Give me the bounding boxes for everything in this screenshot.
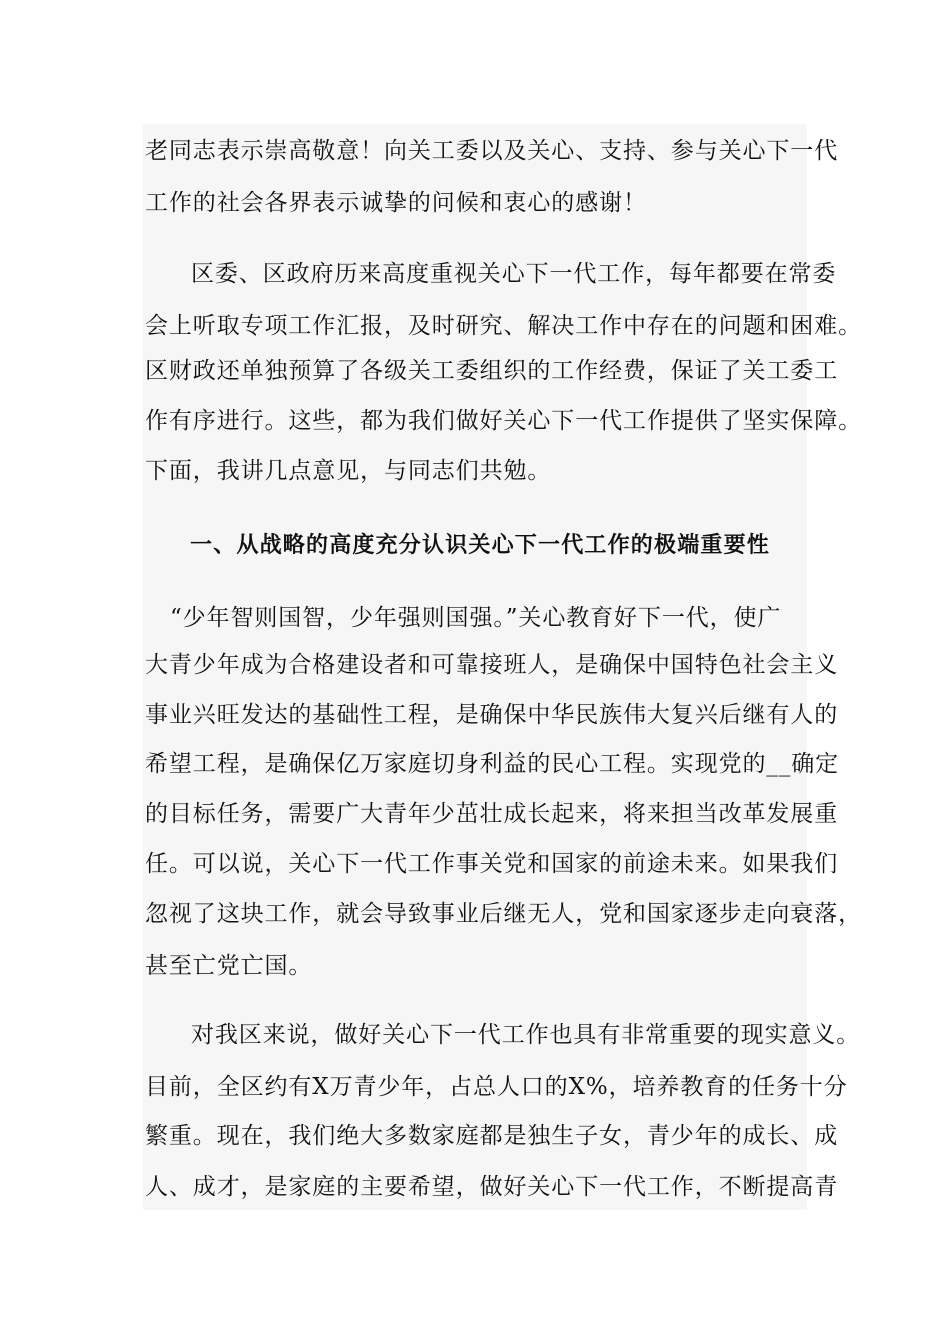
paragraph-4-line-2: 目前，全区约有X万青少年，占总人口的X%，培养教育的任务十分 xyxy=(145,1074,848,1100)
section-heading-1: 一、从战略的高度充分认识关心下一代工作的极端重要性 xyxy=(190,533,771,558)
paragraph-2-line-1: 区委、区政府历来高度重视关心下一代工作，每年都要在常委 xyxy=(191,261,837,287)
paragraph-2-line-3: 区财政还单独预算了各级关工委组织的工作经费，保证了关工委工 xyxy=(145,358,839,384)
paragraph-3-line-2: 大青少年成为合格建设者和可靠接班人，是确保中国特色社会主义 xyxy=(145,652,839,678)
paragraph-3-line-5: 的目标任务，需要广大青年少茁壮成长起来，将来担当改革发展重 xyxy=(145,801,839,827)
paragraph-3-line-1: “少年智则国智，少年强则国强。”关心教育好下一代，使广 xyxy=(170,605,782,631)
paragraph-3-line-3: 事业兴旺发达的基础性工程，是确保中华民族伟大复兴后继有人的 xyxy=(145,702,839,728)
paragraph-3-line-8: 甚至亡党亡国。 xyxy=(145,953,313,979)
paragraph-1-line-1: 老同志表示崇高敬意！向关工委以及关心、支持、参与关心下一代 xyxy=(145,138,839,164)
paragraph-4-line-4: 人、成才，是家庭的主要希望，做好关心下一代工作，不断提高青 xyxy=(145,1174,839,1200)
paragraph-4-line-3: 繁重。现在，我们绝大多数家庭都是独生子女，青少年的成长、成 xyxy=(145,1123,839,1149)
paragraph-2-line-2: 会上听取专项工作汇报，及时研究、解决工作中存在的问题和困难。 xyxy=(145,313,862,339)
paragraph-4-line-1: 对我区来说，做好关心下一代工作也具有非常重要的现实意义。 xyxy=(191,1022,861,1048)
paragraph-2-line-4: 作有序进行。这些，都为我们做好关心下一代工作提供了坚实保障。 xyxy=(145,408,862,434)
paragraph-3-line-7: 忽视了这块工作，就会导致事业后继无人，党和国家逐步走向衰落， xyxy=(145,901,862,927)
paragraph-3-line-4: 希望工程，是确保亿万家庭切身利益的民心工程。实现党的__确定 xyxy=(145,751,839,777)
paragraph-1-line-2: 工作的社会各界表示诚挚的问候和衷心的感谢！ xyxy=(145,190,647,216)
paragraph-2-line-5: 下面，我讲几点意见，与同志们共勉。 xyxy=(145,458,552,484)
paragraph-3-line-6: 任。可以说，关心下一代工作事关党和国家的前途未来。如果我们 xyxy=(145,851,839,877)
